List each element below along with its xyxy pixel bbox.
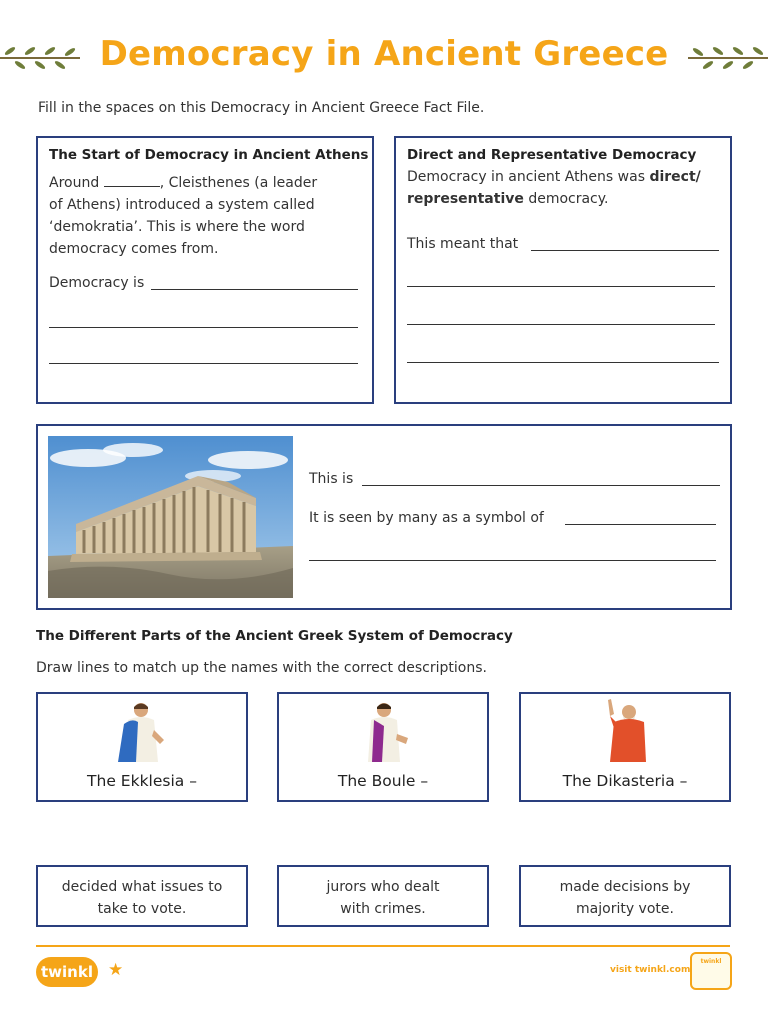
intro-text: Fill in the spaces on this Democracy in Ancient Greece Fact File.	[38, 100, 485, 116]
visit-link[interactable]: visit twinkl.com	[610, 965, 691, 975]
answer-line[interactable]	[531, 250, 719, 251]
answer-line[interactable]	[407, 324, 715, 325]
description-line: majority vote.	[576, 901, 674, 917]
answer-line[interactable]	[565, 524, 716, 525]
name-box-ekklesia[interactable]	[36, 692, 248, 802]
description-line: jurors who dealt	[326, 879, 440, 895]
section-instruction: Draw lines to match up the names with the correct descriptions.	[36, 660, 487, 676]
answer-line[interactable]	[49, 363, 358, 364]
page-title: Democracy in Ancient Greece	[99, 34, 669, 74]
description-line: made decisions by	[559, 879, 691, 895]
name-box-dikasteria[interactable]	[519, 692, 731, 802]
text-democracy: democracy.	[523, 191, 609, 207]
description-box-2[interactable]	[277, 865, 489, 927]
twinkl-logo[interactable]: twinkl	[36, 957, 98, 987]
text-democracy-athens: Democracy in ancient Athens was	[407, 169, 650, 185]
text-cleisthenes: , Cleisthenes (a leader	[159, 175, 318, 191]
box-text	[407, 166, 727, 210]
star-icon: ★	[108, 960, 124, 980]
section-heading: The Different Parts of the Ancient Greek System of Democracy	[36, 628, 513, 644]
text-around: Around	[49, 175, 100, 191]
option-direct[interactable]: direct/	[649, 169, 701, 185]
description-line: decided what issues to	[61, 879, 223, 895]
text-democracy-origin: democracy comes from.	[49, 241, 219, 257]
footer-divider	[36, 945, 730, 947]
answer-line[interactable]	[309, 560, 716, 561]
greek-figure-blue-icon	[110, 700, 172, 762]
description-text	[521, 876, 729, 920]
democracy-is-label: Democracy is	[49, 275, 145, 291]
this-meant-label: This meant that	[407, 236, 519, 252]
option-representative[interactable]: representative	[407, 191, 524, 207]
description-text	[279, 876, 487, 920]
description-box-1[interactable]	[36, 865, 248, 927]
answer-line[interactable]	[407, 362, 719, 363]
direct-representative-box	[394, 136, 732, 404]
badge-label: twinkl	[700, 958, 722, 965]
start-of-democracy-box	[36, 136, 374, 404]
description-line: take to vote.	[97, 901, 187, 917]
answer-line[interactable]	[151, 289, 358, 290]
parthenon-image	[48, 436, 293, 598]
name-label: The Boule –	[337, 772, 429, 790]
name-label: The Dikasteria –	[562, 772, 688, 790]
greek-figure-purple-icon	[354, 700, 416, 762]
parthenon-box	[36, 424, 732, 610]
quality-badge-icon	[690, 952, 732, 990]
olive-branch-right-icon	[688, 36, 768, 80]
description-box-3[interactable]	[519, 865, 731, 927]
box-heading: The Start of Democracy in Ancient Athens	[49, 147, 369, 163]
description-text	[38, 876, 246, 920]
symbol-of-label: It is seen by many as a symbol of	[309, 510, 544, 526]
answer-line[interactable]	[49, 327, 358, 328]
greek-figure-red-icon	[596, 698, 658, 762]
text-athens: of Athens) introduced a system called	[49, 197, 315, 213]
answer-line[interactable]	[362, 485, 720, 486]
description-line: with crimes.	[340, 901, 426, 917]
answer-line[interactable]	[407, 286, 715, 287]
name-label: The Ekklesia –	[87, 772, 197, 790]
year-blank[interactable]	[104, 172, 160, 187]
text-demokratia: ‘demokratia’. This is where the word	[49, 219, 305, 235]
box-text	[49, 172, 369, 260]
box-heading: Direct and Representative Democracy	[407, 147, 697, 163]
this-is-label: This is	[309, 471, 354, 487]
name-box-boule[interactable]	[277, 692, 489, 802]
